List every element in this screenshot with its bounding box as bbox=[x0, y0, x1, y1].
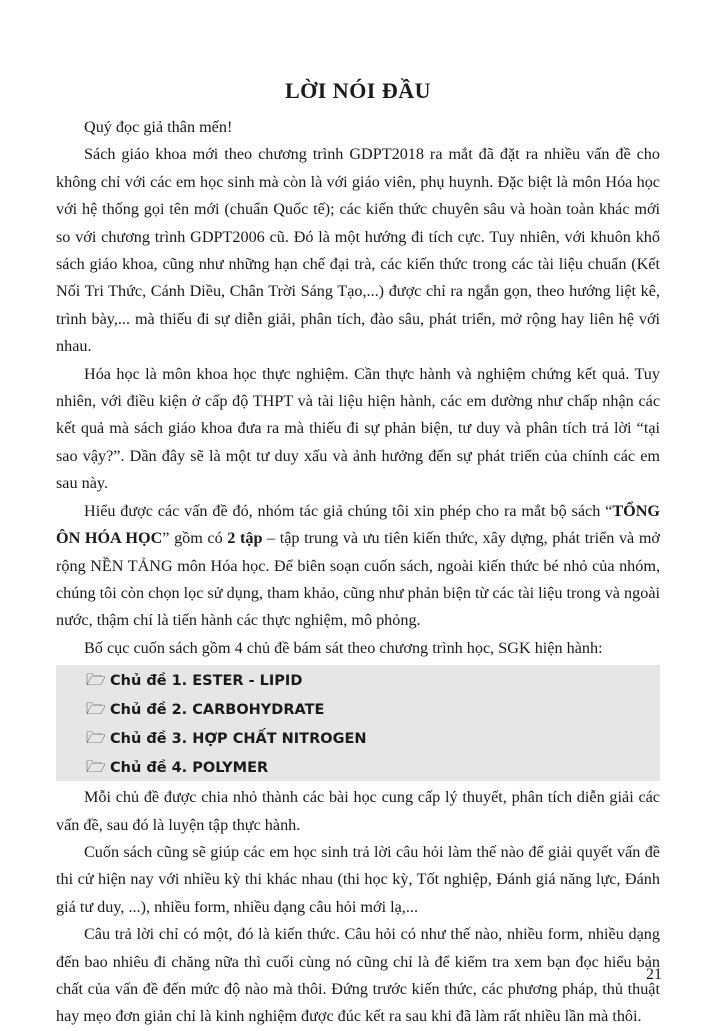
topic-label: Chủ đề 4. POLYMER bbox=[110, 760, 269, 777]
topic-item bbox=[56, 723, 660, 752]
folder-icon: 🗁 bbox=[86, 728, 106, 748]
paragraph-1: Sách giáo khoa mới theo chương trình GDPT2018 ra mắt đã đặt ra nhiều vấn đề cho không chỉ với các em học sinh mà còn là với giáo viên, phụ huynh. Đặc biệt là môn Hóa học với hệ thống gọi tên mới (chuẩn Quốc tế); các kiến thức chuyên sâu và hoàn toàn khác mới so với chương trình GDPT2006 cũ. Đó là một hướng đi tích cực. Tuy nhiên, với khuôn khổ sách giáo khoa, cũng như những hạn chế đại trà, các kiến thức trong các tài liệu chuẩn (Kết Nối Tri Thức, Cánh Diều, Chân Trời Sáng Tạo,...) được chỉ ra ngắn gọn, theo hướng liệt kê, trình bày,... mà thiếu đi sự diễn giải, phân tích, đào sâu, phát triển, mở rộng hay liên hệ với nhau. bbox=[56, 145, 660, 356]
topic-item bbox=[56, 665, 660, 694]
paragraph-3-text-c: ” gồm có bbox=[162, 529, 228, 548]
paragraph-3-text-a: Hiểu được các vấn đề đó, nhóm tác giả chúng tôi xin phép cho ra mắt bộ sách “ bbox=[84, 501, 613, 520]
topic-item bbox=[56, 752, 660, 781]
page-number: 21 bbox=[646, 966, 662, 983]
paragraph-5: Mỗi chủ đề được chia nhỏ thành các bài học cung cấp lý thuyết, phân tích diễn giải các vấn đề, sau đó là luyện tập thực hành. bbox=[56, 788, 660, 834]
folder-icon: 🗁 bbox=[86, 699, 106, 719]
paragraph-7: Câu trả lời chỉ có một, đó là kiến thức. Câu hỏi có như thế nào, nhiều form, nhiều dạng đến bao nhiêu đi chăng nữa thì cuối cùng nó cũng chỉ là để kiểm tra xem bạn đọc hiểu bản chất của vấn đề đến mức độ nào mà thôi. Đứng trước kiến thức, các phương pháp, thủ thuật hay mẹo đơn giản chỉ là kinh nghiệm được đúc kết ra sau khi đã làm rất nhiều lần mà thôi. bbox=[56, 925, 660, 1026]
preface-page bbox=[56, 78, 660, 1031]
folder-icon: 🗁 bbox=[86, 757, 106, 777]
topic-item bbox=[56, 694, 660, 723]
paragraph-2: Hóa học là môn khoa học thực nghiệm. Cần thực hành và nghiệm chứng kết quả. Tuy nhiên, với điều kiện ở cấp độ THPT và tài liệu hiện hành, các em dường như chấp nhận các kết quả mà sách giáo khoa đưa ra mà thiếu đi sự phản biện, tư duy và phân tích trả lời “tại sao vậy?”. Dần đây sẽ là một tư duy xấu và ảnh hưởng đến sự phát triển của chính các em sau này. bbox=[56, 364, 660, 493]
topic-label: Chủ đề 1. ESTER - LIPID bbox=[110, 673, 303, 690]
topic-label: Chủ đề 2. CARBOHYDRATE bbox=[110, 702, 325, 719]
paragraph-3 bbox=[56, 498, 660, 635]
paragraph-4: Bố cục cuốn sách gồm 4 chủ đề bám sát theo chương trình học, SGK hiện hành: bbox=[84, 638, 603, 657]
volume-count: 2 tập bbox=[227, 529, 263, 548]
page-title: LỜI NÓI ĐẦU bbox=[284, 78, 432, 103]
book-title: TỔNG ÔN HÓA HỌC bbox=[56, 501, 660, 548]
greeting: Quý đọc giả thân mến! bbox=[84, 118, 233, 136]
folder-icon: 🗁 bbox=[86, 670, 106, 690]
paragraph-3-text-e: – tập trung và ưu tiên kiến thức, xây dựng, phát triển và mở rộng NỀN TẢNG môn Hóa học. Để biên soạn cuốn sách, ngoài kiến thức bé nhỏ của nhóm, chúng tôi còn chọn lọc sử dụng, tham khảo, cũng như phản biện từ các tài liệu trong và ngoài nước, thậm chí là tiến hành các thực nghiệm, mô phỏng. bbox=[56, 529, 660, 630]
topic-label: Chủ đề 3. HỢP CHẤT NITROGEN bbox=[110, 731, 367, 748]
topic-list bbox=[56, 665, 660, 781]
paragraph-6: Cuốn sách cũng sẽ giúp các em học sinh trả lời câu hỏi làm thế nào để giải quyết vấn đề thi cử hiện nay với nhiều kỳ thi khác nhau (thi học kỳ, Tốt nghiệp, Đánh giá năng lực, Đánh giá tư duy, ...), nhiều form, nhiều dạng câu hỏi mới lạ,... bbox=[56, 842, 660, 916]
